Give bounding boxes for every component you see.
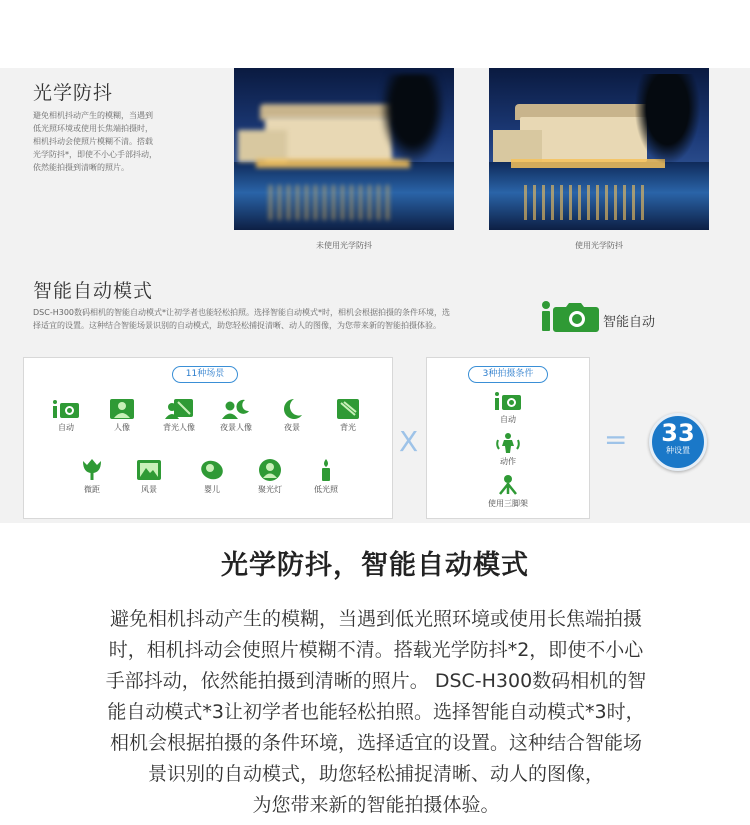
text-line: 依然能拍摄到清晰的照片。	[33, 163, 129, 172]
body-text	[33, 604, 719, 821]
candle-icon	[316, 458, 336, 482]
macro-flower-icon	[80, 458, 104, 482]
body-line: 相机会根据拍摄的条件环境，选择适宜的设置。这种结合智能场	[109, 732, 642, 754]
conditions-pill: 3种拍摄条件	[468, 366, 548, 383]
text-line: 低光照环境或使用长焦端拍摄时，	[33, 124, 153, 133]
settings-count: 33	[661, 419, 695, 447]
scene-label: 人像	[114, 423, 130, 432]
body-line: 手部抖动，依然能拍摄到清晰的照片。 DSC-H300数码相机的智	[105, 670, 647, 692]
photo-without-stabilization	[234, 68, 454, 230]
scene-label: 夜景人像	[220, 423, 252, 432]
body-line: 能自动模式*3让初学者也能轻松拍照。选择智能自动模式*3时，	[107, 701, 645, 723]
caption-without-stabilization: 未使用光学防抖	[316, 241, 372, 250]
section-text-stabilization	[33, 109, 223, 174]
backlight-portrait-icon	[164, 398, 194, 420]
text-line: 择适宜的设置。这种结合智能场景识别的自动模式，助您轻松捕捉清晰、动人的图像，为您带来新的智能拍摄体验。	[33, 321, 441, 330]
scene-label: 低光照	[314, 485, 338, 494]
settings-count-label: 种设置	[666, 446, 690, 455]
night-moon-icon	[280, 398, 304, 420]
condition-label: 使用三脚架	[488, 499, 528, 508]
caption-with-stabilization: 使用光学防抖	[575, 241, 623, 250]
scene-night	[268, 398, 316, 433]
text-line: 避免相机抖动产生的模糊，当遇到	[33, 111, 153, 120]
scenes-pill: 11种场景	[172, 366, 238, 383]
body-line: 为您带来新的智能拍摄体验。	[252, 794, 500, 816]
condition-action	[484, 432, 532, 467]
night-portrait-icon	[221, 398, 251, 420]
scene-baby	[188, 458, 236, 495]
text-line: 相机抖动会使照片模糊不清。搭载	[33, 137, 153, 146]
portrait-icon	[109, 398, 135, 420]
section-title-intelligent-auto: 智能自动模式	[33, 280, 154, 302]
scene-macro	[68, 458, 116, 495]
spotlight-icon	[258, 458, 282, 482]
scene-label: 自动	[58, 423, 74, 432]
text-line: 光学防抖*，即使不小心手部抖动，	[33, 150, 157, 159]
times-sign: X	[399, 425, 419, 458]
body-line: 景识别的自动模式，助您轻松捕捉清晰、动人的图像，	[147, 763, 604, 785]
action-runner-icon	[496, 432, 520, 454]
condition-auto	[484, 390, 532, 425]
section-title-stabilization: 光学防抖	[33, 82, 114, 104]
section-text-intelligent-auto	[33, 306, 533, 332]
scene-label: 背光	[340, 423, 356, 432]
intelligent-auto-label: 智能自动	[603, 315, 656, 330]
scene-low-light	[302, 458, 350, 495]
text-line: DSC-H300数码相机的智能自动模式*让初学者也能轻松拍照。选择智能自动模式*时，相机会根据拍摄的条件环境，选	[33, 308, 450, 317]
scene-night-portrait	[212, 398, 260, 433]
scene-landscape	[125, 458, 173, 495]
condition-label: 动作	[500, 457, 516, 466]
scene-label: 聚光灯	[258, 485, 282, 494]
scene-spotlight	[246, 458, 294, 495]
scene-portrait	[98, 398, 146, 433]
scene-label: 背光人像	[163, 423, 195, 432]
scene-label: 夜景	[284, 423, 300, 432]
scene-backlight	[324, 398, 372, 433]
main-title: 光学防抖，智能自动模式	[221, 550, 529, 581]
scene-label: 婴儿	[204, 485, 220, 494]
body-line: 时，相机抖动会使照片模糊不清。搭载光学防抖*2，即使不小心	[108, 639, 644, 661]
settings-count-badge	[649, 413, 707, 471]
scene-label: 风景	[141, 485, 157, 494]
backlight-icon	[336, 398, 360, 420]
scene-label: 微距	[84, 485, 100, 494]
scene-auto	[42, 398, 90, 433]
tripod-icon	[497, 474, 519, 496]
condition-tripod	[484, 474, 532, 509]
auto-camera-icon	[494, 390, 522, 412]
baby-icon	[199, 458, 225, 482]
condition-label: 自动	[500, 415, 516, 424]
intelligent-auto-camera-icon	[540, 299, 600, 333]
scene-backlight-portrait	[155, 398, 203, 433]
photo-with-stabilization	[489, 68, 709, 230]
landscape-icon	[136, 458, 162, 482]
equals-sign: =	[604, 423, 628, 456]
auto-camera-icon	[52, 398, 80, 420]
body-line: 避免相机抖动产生的模糊，当遇到低光照环境或使用长焦端拍摄	[109, 608, 642, 630]
